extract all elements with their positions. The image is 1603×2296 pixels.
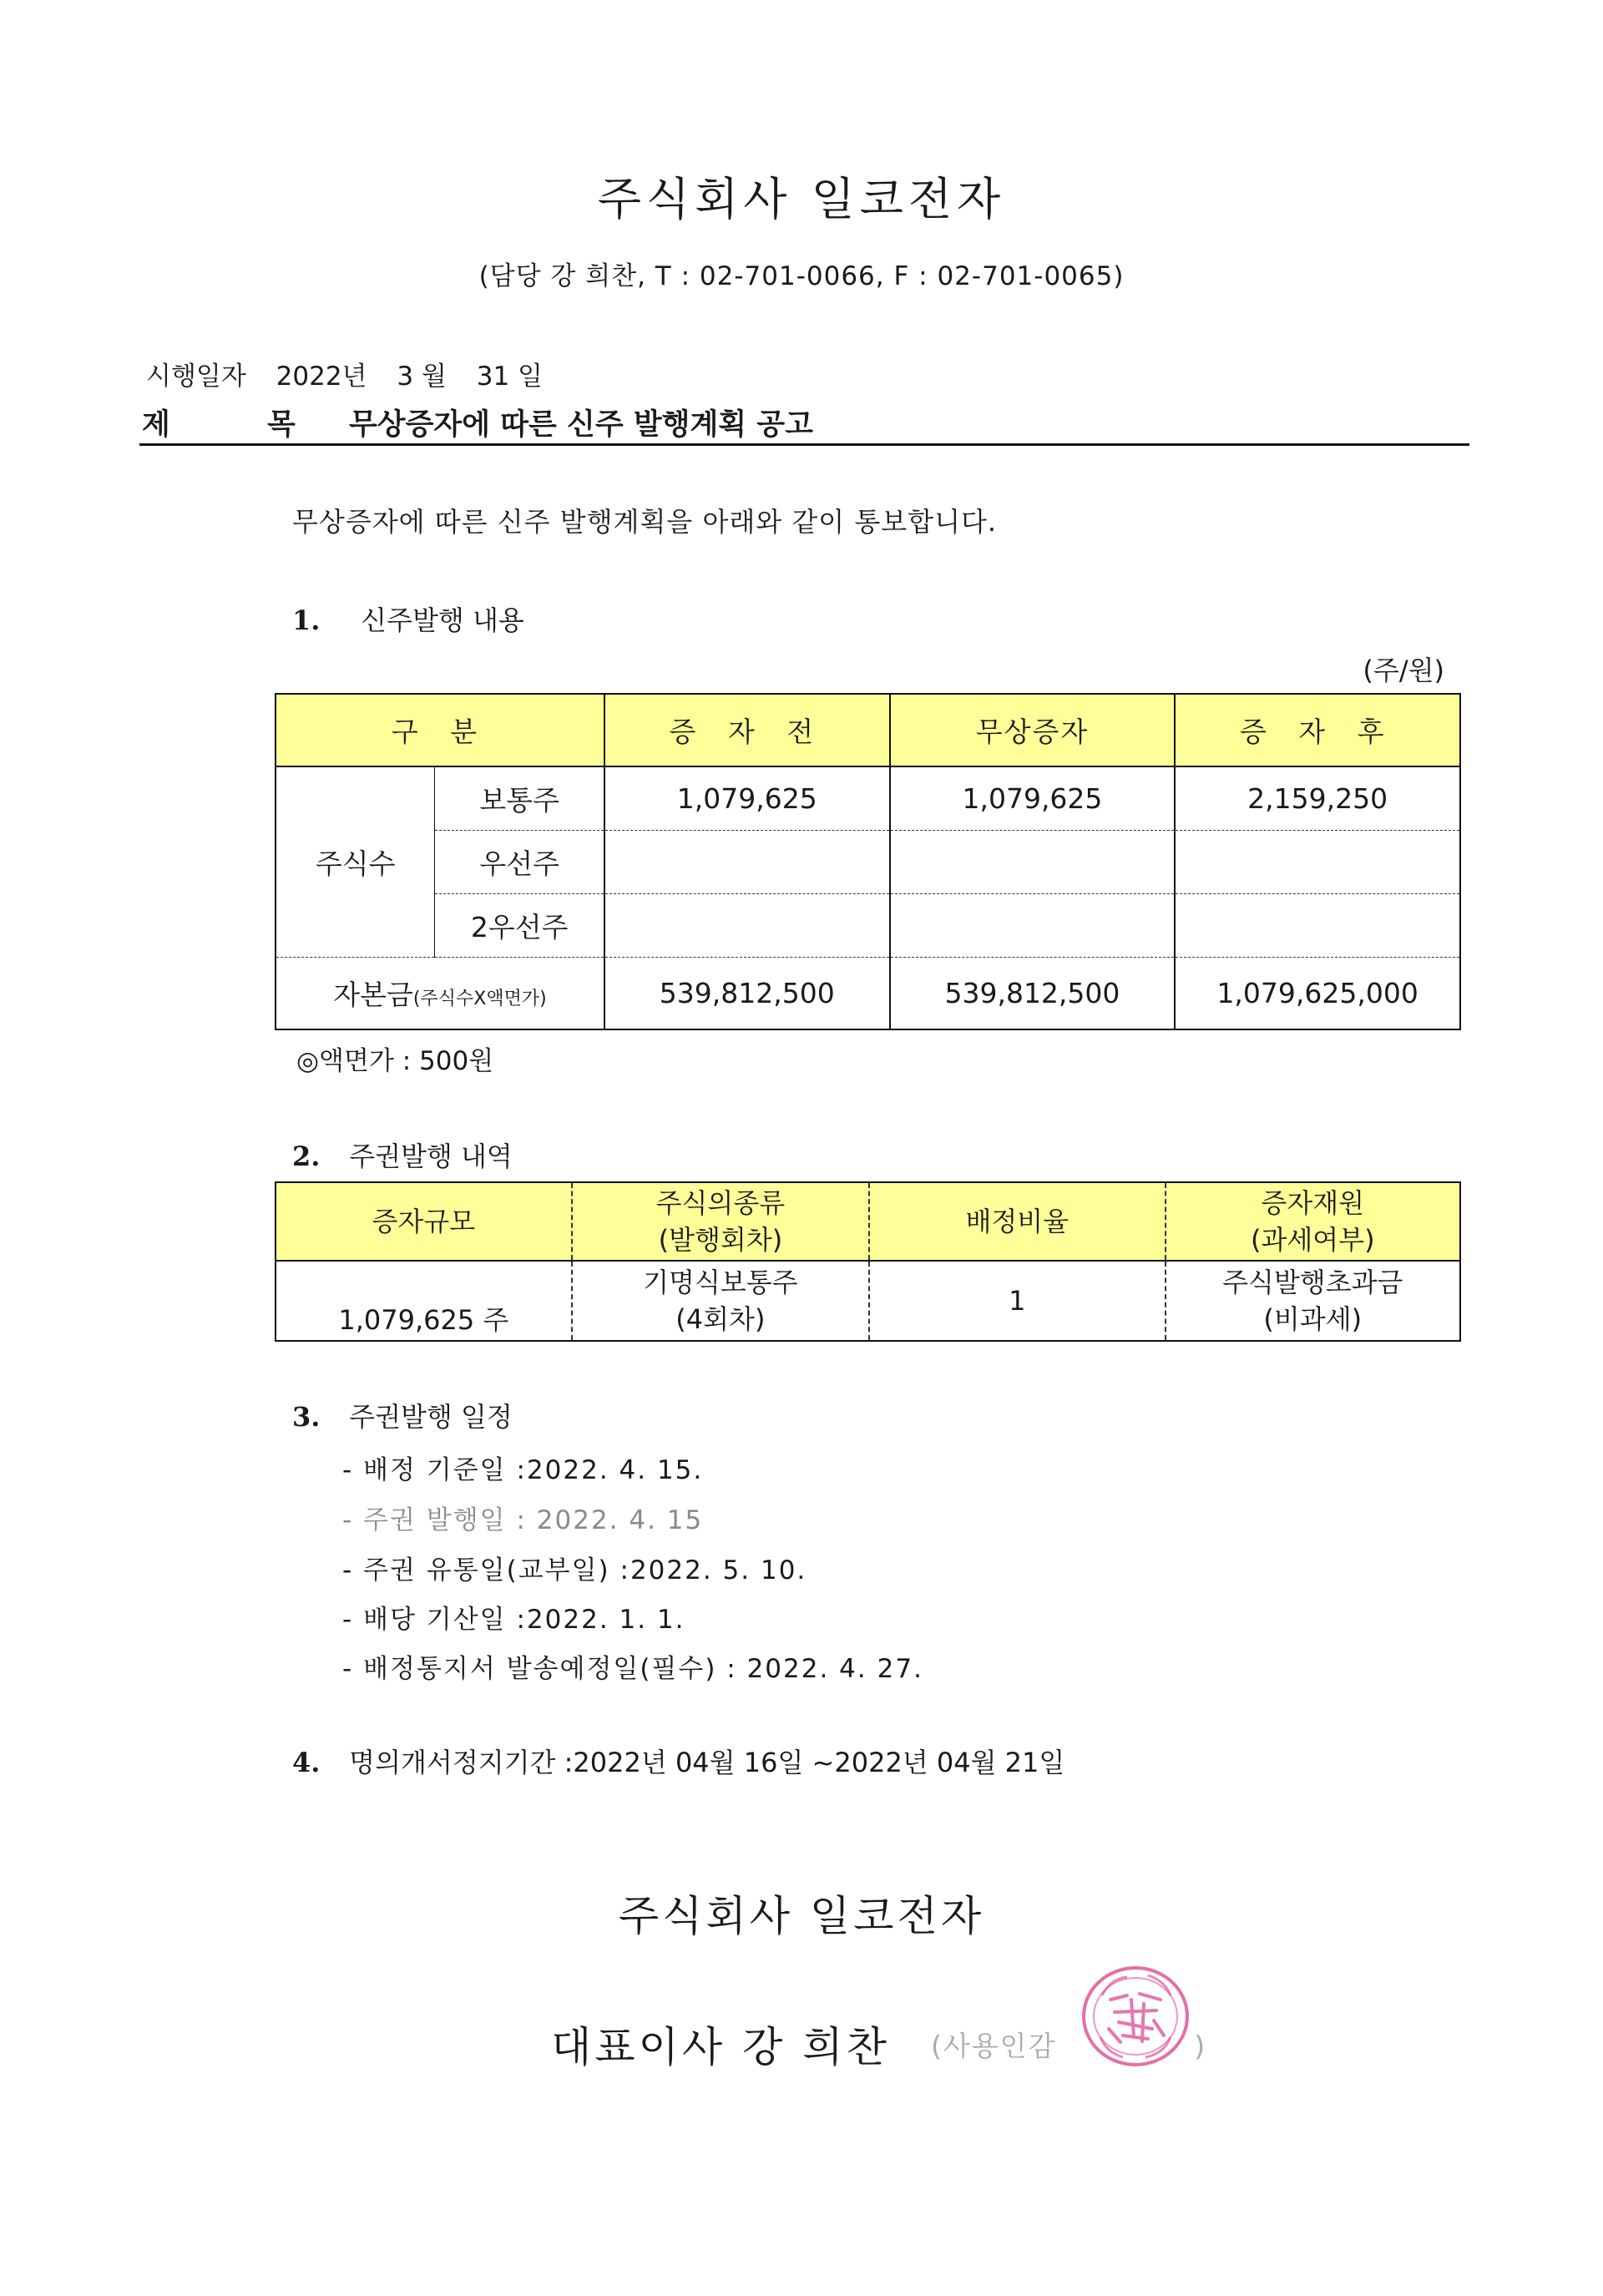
- cell-before: [604, 894, 890, 958]
- issue-date: [146, 355, 564, 392]
- cell-scale: [276, 1261, 572, 1341]
- row-group-label: 주식수: [276, 766, 435, 958]
- capital-before: 539,812,500: [604, 958, 890, 1030]
- intro-text: 무상증자에 따른 신주 발행계획을 아래와 같이 통보합니다.: [292, 506, 998, 538]
- cell-bonus: 1,079,625: [890, 766, 1176, 831]
- subject-text: 무상증자에 따른 신주 발행계획 공고: [349, 408, 813, 442]
- company-seal-stamp: [1077, 1962, 1194, 2071]
- header-bonus: 무상증자: [890, 694, 1176, 766]
- section3-number: 3.: [292, 1401, 321, 1433]
- cell-line: (4회차): [675, 1303, 766, 1335]
- cell-bonus: [890, 831, 1176, 894]
- par-value-note: ◎액면가 : 500원: [296, 1046, 494, 1076]
- date-month: 3 월: [397, 362, 447, 392]
- seal-label-open: (사용인감: [931, 2030, 1057, 2062]
- section1-number: 1.: [292, 604, 321, 636]
- header-line: 증자규모: [372, 1206, 476, 1237]
- cell-before: [604, 831, 890, 894]
- unit-label: (주/원): [1363, 655, 1444, 686]
- schedule-item: - 배정통지서 발송예정일(필수) : 2022. 4. 27.: [342, 1654, 923, 1684]
- certificate-table: [275, 1181, 1461, 1342]
- capital-row: [276, 958, 1460, 1030]
- schedule-item: - 배당 기산일 :2022. 1. 1.: [342, 1605, 685, 1635]
- header-line: 주식의종류: [655, 1187, 786, 1219]
- cell-type: [572, 1261, 869, 1341]
- header-line: (과세여부): [1250, 1224, 1375, 1256]
- header-ratio: [869, 1182, 1165, 1261]
- section3-heading: [292, 1396, 513, 1434]
- capital-bonus: 539,812,500: [890, 958, 1176, 1030]
- table-row: [276, 831, 1460, 894]
- section1-heading: [292, 599, 524, 638]
- cell-after: [1175, 831, 1460, 894]
- seal-label-close: ): [1194, 2030, 1207, 2062]
- subject-label: 제 목: [142, 408, 339, 442]
- section2-heading: [292, 1135, 513, 1174]
- capital-label-sub: (주식수X액면가): [412, 989, 547, 1009]
- table-header-row: [276, 1182, 1460, 1261]
- section4-number: 4.: [292, 1747, 321, 1778]
- signature-company: 주식회사 일코전자: [618, 1892, 985, 1940]
- header-type: [572, 1182, 869, 1261]
- row-label: 우선주: [435, 831, 604, 894]
- header-line: 증자재원: [1261, 1187, 1365, 1219]
- section4-text: 명의개서정지기간 :2022년 04월 16일 ~2022년 04월 21일: [349, 1747, 1065, 1778]
- section2-title: 주권발행 내역: [349, 1140, 513, 1172]
- header-source: [1166, 1182, 1460, 1261]
- cell-source: [1166, 1261, 1460, 1341]
- date-day: 31 일: [476, 362, 543, 392]
- cell-line: 기명식보통주: [643, 1267, 798, 1298]
- section2-number: 2.: [292, 1140, 321, 1172]
- header-after: 증 자 후: [1175, 694, 1460, 766]
- section4-line: [292, 1742, 1064, 1780]
- schedule-item: - 주권 유통일(교부일) :2022. 5. 10.: [342, 1555, 807, 1585]
- cell-before: 1,079,625: [604, 766, 890, 831]
- header-line: 배정비율: [965, 1206, 1070, 1237]
- section1-title: 신주발행 내용: [361, 604, 524, 636]
- subject-line: [142, 402, 813, 443]
- row-label: 2우선주: [435, 894, 604, 958]
- signature-ceo: 대표이사 강 희찬: [551, 2023, 890, 2071]
- capital-label: [276, 958, 604, 1030]
- schedule-item: - 주권 발행일 : 2022. 4. 15: [342, 1505, 704, 1535]
- table-row: [276, 1261, 1460, 1341]
- header-category: 구 분: [276, 694, 604, 766]
- cell-after: [1175, 894, 1460, 958]
- cell-line: (비과세): [1263, 1303, 1363, 1335]
- cell-after: 2,159,250: [1175, 766, 1460, 831]
- section3-title: 주권발행 일정: [349, 1401, 513, 1433]
- cell-ratio: 1: [869, 1261, 1165, 1341]
- cell-bonus: [890, 894, 1176, 958]
- header-line: (발행회차): [658, 1224, 783, 1256]
- table-row: [276, 766, 1460, 831]
- row-label: 보통주: [435, 766, 604, 831]
- issuance-table: [275, 693, 1461, 1030]
- cell-line: 주식발행초과금: [1222, 1267, 1403, 1298]
- company-title: 주식회사 일코전자: [597, 173, 1006, 225]
- header-scale: [276, 1182, 572, 1261]
- table-header-row: [276, 694, 1460, 766]
- contact-info: (담당 강 희찬, T : 02-701-0066, F : 02-701-0065): [478, 261, 1125, 291]
- header-before: 증 자 전: [604, 694, 890, 766]
- table-row: [276, 894, 1460, 958]
- date-year: 2022년: [276, 362, 367, 392]
- schedule-item: - 배정 기준일 :2022. 4. 15.: [342, 1455, 704, 1485]
- cell-line: 1,079,625 주: [338, 1304, 509, 1336]
- capital-label-main: 자본금: [333, 979, 413, 1011]
- date-label: 시행일자: [146, 362, 246, 392]
- capital-after: 1,079,625,000: [1175, 958, 1460, 1030]
- subject-rule: [139, 443, 1469, 446]
